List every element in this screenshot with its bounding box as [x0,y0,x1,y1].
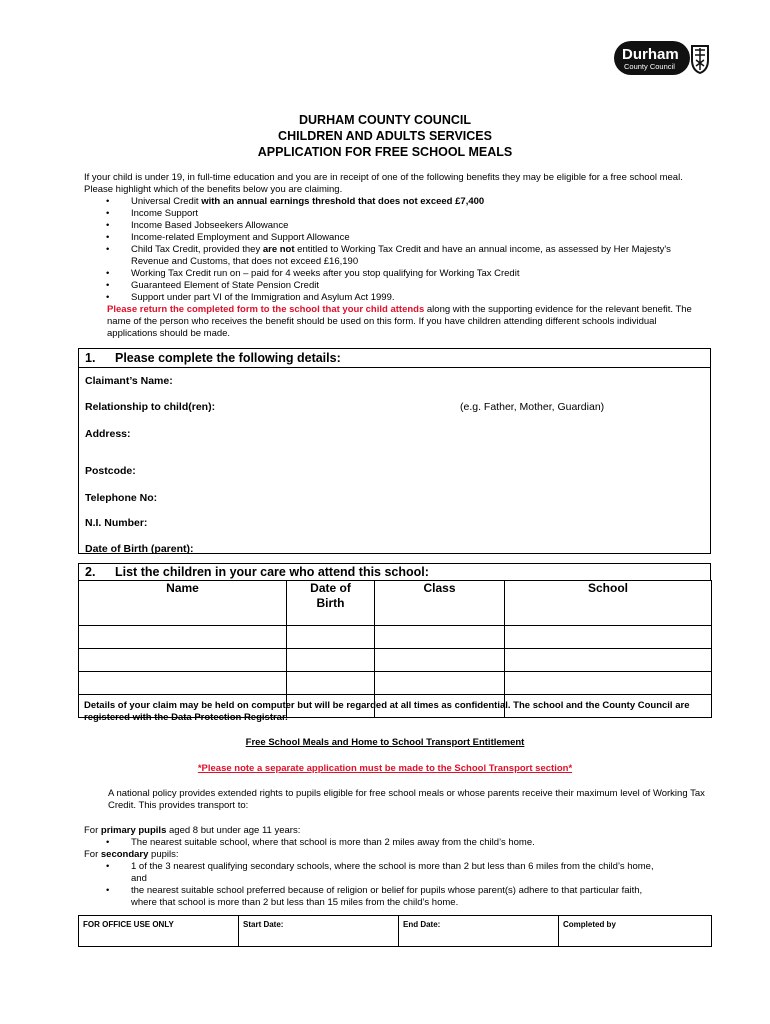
return-instructions-rest: along with the supporting evidence for the relevant benefit. The name of the person who receives the benefit should be used on this form. If you have children attending different schools individual applications should be made. [107,304,692,339]
relationship-field[interactable]: Relationship to child(ren): [85,401,216,413]
logo-line2: County Council [624,62,675,71]
benefit-item: • Income Based Jobseekers Allowance [84,220,709,232]
children-section [78,563,711,718]
cell-class[interactable] [375,649,505,672]
benefit-text: Child Tax Credit, provided they [131,244,263,255]
postcode-field[interactable]: Postcode: [85,465,136,477]
secondary-heading [84,849,709,861]
section1-number: 1. [85,351,96,365]
relationship-hint: (e.g. Father, Mother, Guardian) [460,401,605,413]
col-dob [287,581,375,626]
office-use-label: FOR OFFICE USE ONLY [79,916,239,947]
primary-heading [84,825,709,837]
title-application: APPLICATION FOR FREE SCHOOL MEALS [257,145,513,159]
section2-number: 2. [85,565,96,579]
col-name: Name [79,581,287,626]
table-row [79,626,712,649]
transport-policy: A national policy provides extended rights to pupils eligible for free school meals or whose parents receive their maximum level of Working Tax Credit. This provides transport to: [108,788,705,811]
claimant-name-field[interactable]: Claimant’s Name: [85,375,173,387]
col-dob-line2: Birth [316,596,345,610]
table-row [79,672,712,695]
secondary-item-cont: where that school is more than 2 but less than 15 miles from the child’s home. [131,897,459,908]
cell-dob[interactable] [287,626,375,649]
confidentiality-notice: Details of your claim may be held on computer but will be regarded at all times as confidential. The school and the County Council are registered with the Data Protection Registrar. [84,700,690,723]
title-council: DURHAM COUNTY COUNCIL [299,113,471,127]
col-dob-line1: Date of [310,581,351,595]
secondary-bold: secondary [100,849,149,860]
section1-heading [79,349,710,368]
cell-class[interactable] [375,626,505,649]
secondary-item: • 1 of the 3 nearest qualifying secondary schools, where the school is more than 2 but less than 6 miles from the child’s home, [84,861,709,873]
section2-heading-text: List the children in your care who attend this school: [115,565,429,579]
primary-list [84,837,709,849]
office-use-table [78,915,712,947]
intro-section [84,172,709,340]
address-field[interactable]: Address: [85,428,131,440]
cell-school[interactable] [505,626,712,649]
section1-heading-text: Please complete the following details: [115,351,341,365]
benefit-text: Universal Credit [131,196,202,207]
primary-rest: aged 8 but under age 11 years: [166,825,301,836]
cell-school[interactable] [505,672,712,695]
ni-number-field[interactable]: N.I. Number: [85,517,148,529]
cell-dob[interactable] [287,649,375,672]
cell-name[interactable] [79,672,287,695]
return-instructions [84,304,709,340]
logo-line1: Durham [622,46,679,63]
benefit-item [84,244,709,268]
cell-name[interactable] [79,626,287,649]
benefit-text-bold: are not [262,244,295,255]
secondary-item: • the nearest suitable school preferred because of religion or belief for pupils whose parent(s) adhere to that particular faith, [84,885,709,897]
durham-county-council-logo [612,40,712,76]
benefit-item: • Income Support [84,208,709,220]
secondary-list [84,861,709,909]
col-class: Class [375,581,505,626]
transport-note: *Please note a separate application must be made to the School Transport section* [197,763,573,774]
primary-for: For [84,825,101,836]
cell-name[interactable] [79,649,287,672]
dob-parent-field[interactable]: Date of Birth (parent): [85,543,194,555]
transport-title: Free School Meals and Home to School Transport Entitlement [245,737,525,748]
intro-lead: If your child is under 19, in full-time education and you are in receipt of one of the following benefits they may be eligible for a free school meal. Please highlight which of the benefits below you are claiming. [84,172,683,195]
logo-graphic [612,40,712,76]
benefit-text-bold: with an annual earnings threshold that does not exceed £7,400 [201,196,485,207]
completed-by-field[interactable]: Completed by [559,916,712,947]
cell-school[interactable] [505,649,712,672]
children-table [78,580,712,718]
secondary-rest: pupils: [148,849,179,860]
benefits-list [84,196,709,304]
telephone-field[interactable]: Telephone No: [85,492,158,504]
benefit-item: • Income-related Employment and Support Allowance [84,232,709,244]
benefit-item: • Working Tax Credit run on – paid for 4 weeks after you stop qualifying for Working Tax Credit [84,268,709,280]
secondary-and: and [131,873,147,884]
document-title [0,112,770,160]
table-header-row [79,581,712,626]
table-row [79,916,712,947]
primary-item: • The nearest suitable school, where that school is more than 2 miles away from the child’s home. [84,837,709,849]
col-school: School [505,581,712,626]
secondary-for: For [84,849,101,860]
benefit-item: • Guaranteed Element of State Pension Credit [84,280,709,292]
pupils-section [84,825,709,909]
cell-class[interactable] [375,672,505,695]
crest-icon [692,46,708,73]
return-instructions-red: Please return the completed form to the school that your child attends [107,304,425,315]
cell-dob[interactable] [287,672,375,695]
title-services: CHILDREN AND ADULTS SERVICES [278,129,492,143]
benefit-item [84,196,709,208]
primary-bold: primary pupils [100,825,167,836]
claimant-details-section [78,348,711,554]
benefit-text: entitled to Working Tax Credit and have an annual income, as assessed by Her Majesty's Revenue and Customs, that does not exceed £16,190 [131,244,671,267]
start-date-field[interactable]: Start Date: [239,916,399,947]
table-row [79,649,712,672]
benefit-item: • Support under part VI of the Immigration and Asylum Act 1999. [84,292,709,304]
end-date-field[interactable]: End Date: [399,916,559,947]
section2-heading [78,563,711,580]
